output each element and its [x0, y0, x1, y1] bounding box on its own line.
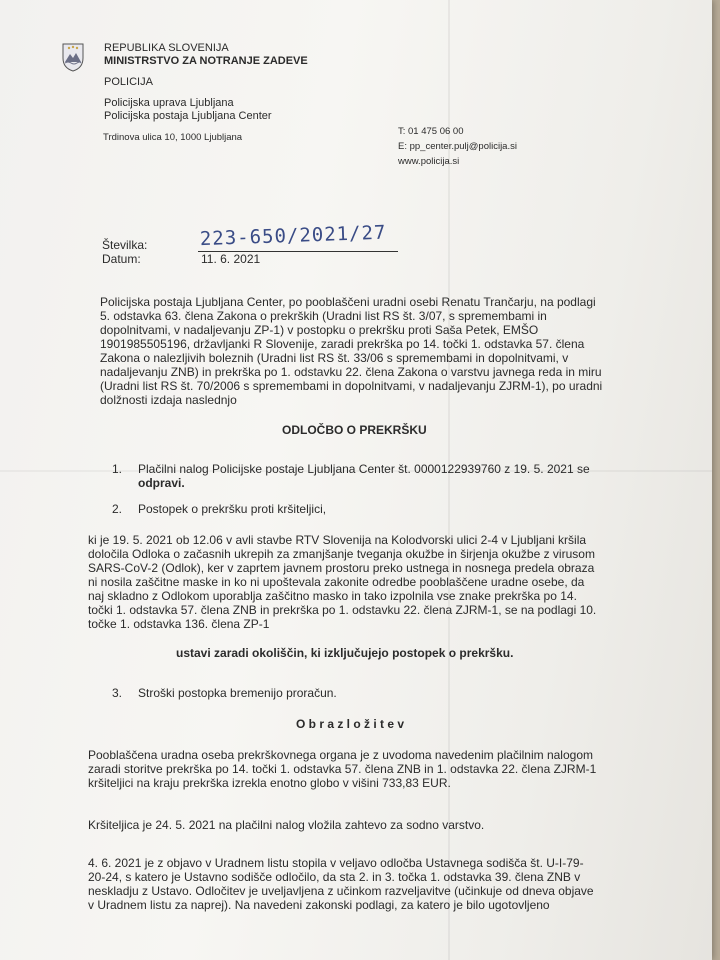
item-2-line: točki 1. odstavka 57. člena ZNB in prekrška po 1. odstavku 22. člena ZJRM-1, se na podlagi 10.: [88, 603, 597, 617]
reasoning-paragraph-3: [88, 856, 648, 912]
header-ministry: MINISTRSTVO ZA NOTRANJE ZADEVE: [104, 55, 308, 67]
item-2-line: določila Odloka o začasnih ukrepih za zmanjšanje tveganja okužbe in širjenja okužbe z virusom: [88, 547, 595, 561]
header-directorate: Policijska uprava Ljubljana: [104, 97, 234, 109]
case-number-handwritten: 223-650/2021/27: [199, 221, 387, 251]
intro-line: Policijska postaja Ljubljana Center, po pooblaščeni uradni osebi Renatu Trančarju, na podlagi: [100, 295, 596, 309]
number-label: Številka:: [102, 238, 148, 252]
intro-line: dopolnitvami, v nadaljevanju ZP-1) v postopku o prekršku proti Saša Petek, EMŠO: [100, 323, 539, 337]
item-number: 3.: [112, 686, 123, 700]
item-1-line: odpravi.: [138, 476, 185, 490]
reasoning-line: kršiteljici na kraju prekrška izrekla enotno globo v višini 733,83 EUR.: [88, 776, 451, 790]
header-email: E: pp_center.pulj@policija.si: [398, 141, 517, 152]
reasoning-line: neskladju z Ustavo. Odločitev je uveljavljena z učinkom razveljavitve (učinkuje od dneva objave: [88, 884, 594, 898]
item-2-conclusion: ustavi zaradi okoliščin, ki izključujejo postopek o prekršku.: [176, 646, 514, 660]
item-1-text: [138, 462, 590, 490]
header-address: Trdinova ulica 10, 1000 Ljubljana: [103, 132, 243, 143]
item-number: 1.: [112, 462, 123, 476]
intro-paragraph: [100, 295, 640, 407]
intro-line: (Uradni list RS št. 70/2006 s spremembami in dopolnitvami, v nadaljevanju ZJRM-1), po uradni: [100, 379, 603, 393]
reasoning-title: O b r a z l o ž i t e v: [296, 717, 405, 731]
intro-line: Zakona o nalezljivih boleznih (Uradni list RS št. 33/06 s spremembami in dopolnitvami, v: [100, 351, 569, 365]
reasoning-line: 20-24, s katero je Ustavno sodišče odločilo, da sta 2. in 3. točka 1. odstavka 39. člena ZNB v: [88, 870, 581, 884]
date-label: Datum:: [102, 252, 141, 266]
header-web: www.policija.si: [398, 156, 460, 167]
header-unit: POLICIJA: [104, 76, 153, 88]
reasoning-paragraph-1: [88, 748, 648, 790]
item-2-paragraph: [88, 533, 638, 631]
item-2-line: ki je 19. 5. 2021 ob 12.06 v avli stavbe RTV Slovenija na Kolodvorski ulici 2-4 v Ljubljani kršila: [88, 533, 587, 547]
reasoning-line: v Uradnem listu za naprej). Na navedeni zakonski podlagi, za katero je bilo ugotovljeno: [88, 898, 550, 912]
item-2-line: ni nosila zaščitne maske in ko ni upoštevala zakonite odredbe pooblaščene uradne osebe, da: [88, 575, 585, 589]
decision-title: ODLOČBO O PREKRŠKU: [282, 423, 427, 437]
reasoning-line: zaradi storitve prekrška po 14. točki 1. odstavka 57. člena ZNB in 1. odstavka 22. člena ZJRM-1: [88, 762, 597, 776]
item-1-line: Plačilni nalog Policijske postaje Ljubljana Center št. 0000122939760 z 19. 5. 2021 se: [138, 462, 590, 476]
intro-line: dolžnosti izdaja naslednjo: [100, 393, 237, 407]
item-2-line: točke 1. odstavka 136. člena ZP-1: [88, 617, 270, 631]
item-2-text: Postopek o prekršku proti kršiteljici,: [138, 502, 327, 516]
intro-line: 5. odstavka 63. člena Zakona o prekrških (Uradni list RS št. 3/07, s spremembami in: [100, 309, 547, 323]
reasoning-paragraph-2: Kršiteljica je 24. 5. 2021 na plačilni nalog vložila zahtevo za sodno varstvo.: [88, 818, 485, 832]
reasoning-line: Pooblaščena uradna oseba prekrškovnega organa je z uvodoma navedenim plačilnim nalogom: [88, 748, 593, 762]
intro-line: nadaljevanju ZNB) in prekrška po 1. odstavku 22. člena Zakona o varstvu javnega reda in miru: [100, 365, 602, 379]
item-2-line: naj skladno z Odlokom uporablja zaščitno masko in tako izpolnila vse znake prekrška po 14.: [88, 589, 577, 603]
item-number: 2.: [112, 502, 123, 516]
header-country: REPUBLIKA SLOVENIJA: [104, 42, 229, 54]
item-3-text: Stroški postopka bremenijo proračun.: [138, 686, 337, 700]
date-value: 11. 6. 2021: [201, 252, 261, 266]
header-phone: T: 01 475 06 00: [398, 126, 464, 137]
coat-of-arms-icon: [62, 42, 84, 72]
intro-line: 1901985505196, državljanki R Slovenije, zaradi prekrška po 14. točki 1. odstavka 57. člena: [100, 337, 585, 351]
item-2-line: SARS-CoV-2 (Odlok), ker v zaprtem javnem prostoru preko ustnega in nosnega predela obraza: [88, 561, 595, 575]
header-station: Policijska postaja Ljubljana Center: [104, 110, 272, 122]
reasoning-line: 4. 6. 2021 je z objavo v Uradnem listu stopila v veljavo odločba Ustavnega sodišča št. U-I-79-: [88, 856, 584, 870]
